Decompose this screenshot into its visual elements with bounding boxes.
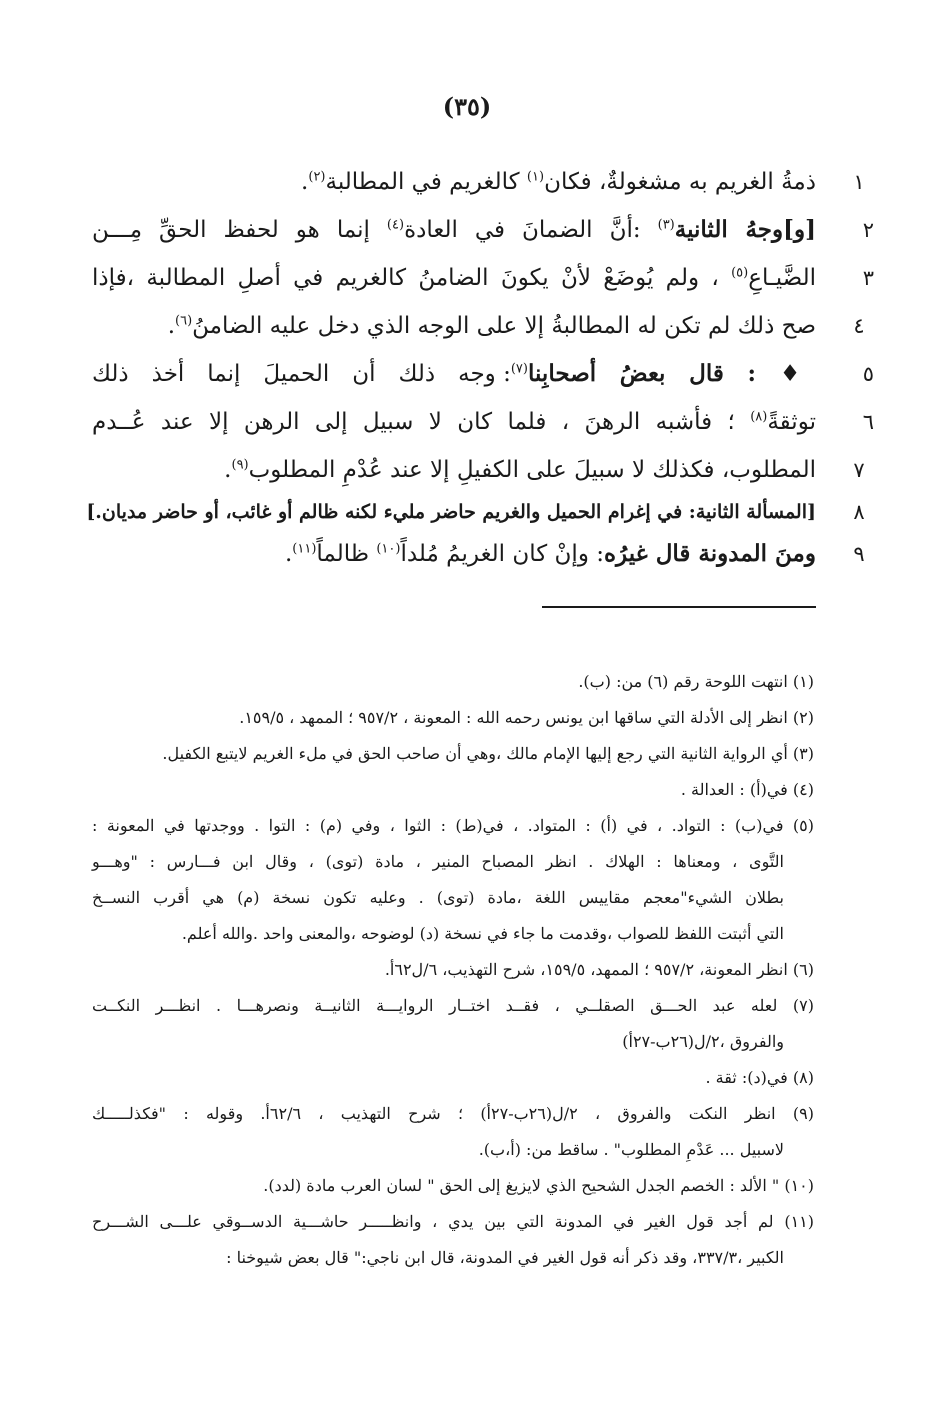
main-line-1: ١ ذمةُ الغريم به مشغولةٌ، فكان$^{(١)}$ كالغريم في المطالبة$^{(٢)}$.: [92, 158, 816, 206]
footnote-9-line-2: لاسبيل ... عَدْمِ المطلوب" . ساقط من: (أ،ب).: [478, 1140, 784, 1159]
footnote-ref: (٦): [175, 313, 193, 329]
main-line-7: ٧ المطلوب، فكذلك لا سبيلَ على الكفيلِ إلا عند عُدْمِ المطلوب$^{(٩)}$.: [92, 446, 816, 494]
line-number: ٩: [853, 542, 865, 566]
main-line-6: ٦ توثقةً$^{(٨)}$ ؛ فأشبه الرهنَ ، فلما كان لا سبيل إلى الرهن إلا عند عُــدم: [92, 398, 816, 446]
footnote-11: (١١) لم أجد قول الغير في المدونة التي بين يدي ، وانظـــــر حاشـــية الدســوقي علـــى الشـــرح: [92, 1212, 814, 1231]
line-number: ٢: [862, 218, 874, 242]
footnote-ref: (٤): [386, 217, 405, 233]
line-number: ٨: [853, 500, 865, 524]
footnote-4: (٤) في(أ) : العدالة .: [680, 780, 814, 799]
footnote-1: (١) انتهت اللوحة رقم (٦) من: (ب).: [578, 672, 814, 691]
footnote-ref: (١١): [292, 541, 317, 557]
footnote-9: (٩) انظر النكت والفروق ، ٢/ل(٢٦ب-٢٧أ) ؛ شرح التهذيب ، ٦٢/٦أ. وقوله : "فكذلـــــك: [92, 1104, 814, 1123]
footnote-8: (٨) في(د): ثقة .: [705, 1068, 814, 1087]
footnote-2: (٢) انظر إلى الأدلة التي ساقها ابن يونس رحمه الله : المعونة ، ٩٥٧/٢ ؛ الممهد ، ١٥٩/٥.: [239, 708, 814, 727]
main-line-9: ٩ ومنَ المدونة قال غيرُه: وإنْ كان الغريمُ مُلداً$^{(١٠)}$ ظالماً$^{(١١)}$.: [92, 530, 816, 578]
line-number: ١: [853, 170, 865, 194]
main-text: [86, 158, 874, 578]
main-line-4: ٤ صح ذلك لم تكن له المطالبةُ إلا على الوجه الذي دخل عليه الضامنُ$^{(٦)}$.: [92, 302, 816, 350]
section-heading: [و]وجهُ الثانية: [674, 216, 816, 243]
section-title: [المسألة الثانية: في إغرام الحميل والغريم حاضر مليء لكنه ظالم أو غائب، أو حاضر مديان.]: [86, 501, 816, 523]
footnote-3: (٣) أي الرواية الثانية التي رجع إليها الإمام مالك ،وهي أن صاحب الحق في ملء الغريم لايتبع الكفيل.: [162, 744, 814, 763]
line-number: ٤: [853, 314, 865, 338]
footnote-separator: [542, 606, 816, 608]
footnote-ref: (٢): [308, 169, 326, 185]
footnotes: [92, 664, 814, 1276]
footnote-7-line-2: والفروق ،٢/ل(٢٦ب-٢٧أ): [622, 1032, 784, 1051]
line-number: ٦: [862, 410, 874, 434]
footnote-ref: (٨): [750, 409, 768, 425]
main-line-5: ٥ ♦ : قال بعضُ أصحابِنا$^{(٧)}$: وجه ذلك أن الحميلَ إنما أخذ ذلك: [92, 350, 816, 398]
footnote-10: (١٠) " الألد : الخصم الجدل الشحيح الذي لايزيغ إلى الحق " لسان العرب مادة (لدد).: [263, 1176, 814, 1195]
footnote-5: (٥) في(ب) : التواد. ، في (أ) : المتواد. ، في(ط) : الثوا ، وفي (م) : التوا . ووجدتها في المعونة :: [92, 816, 814, 835]
footnote-ref: (٧): [510, 361, 528, 377]
main-line-3: ٣ الضَّيـاعِ$^{(٥)}$ ، ولم يُوضَعْ لأنْ يكونَ الضامنُ كالغريم في أصلِ المطالبة ،فإذا: [92, 254, 816, 302]
main-line-8: [86, 494, 865, 530]
footnote-ref: (٥): [731, 265, 749, 281]
page-number: (٣٥): [442, 92, 492, 121]
footnote-11-line-2: الكبير ،٣٣٧/٣، وقد ذكر أنه قول الغير في المدونة، قال ابن ناجي:" قال بعض شيوخنا :: [226, 1248, 784, 1267]
line-number: ٧: [853, 458, 865, 482]
footnote-7: (٧) لعله عبد الحـــق الصقلــي ، فقــد اختــار الروايـــة الثانيــة ونصرهـــا . انظـــر النكــت: [92, 996, 814, 1015]
footnote-5-line-3: بطلان الشيء"معجم مقاييس اللغة ،مادة (توى) . وعليه تكون نسخة (م) هي أقرب النســخ: [92, 888, 784, 907]
line-number: ٥: [862, 362, 874, 386]
section-heading: ♦ : قال بعضُ أصحابِنا: [527, 360, 816, 387]
footnote-ref: (٩): [231, 457, 249, 473]
footnote-ref: (١٠): [376, 541, 401, 557]
section-heading: ومنَ المدونة قال غيرُه: [604, 540, 816, 567]
line-number: ٣: [862, 266, 874, 290]
footnote-5-line-4: التي أثبتت اللفظ للصواب ،وقدمت ما جاء في نسخة (د) لوضوحه ،والمعنى واحد .والله أعلم.: [181, 924, 784, 943]
footnote-ref: (١): [526, 169, 545, 185]
main-line-2: ٢ [و]وجهُ الثانية$^{(٣)}$ :أنَّ الضمانَ في العادة$^{(٤)}$ إنما هو لحفظ الحقِّ مِـــن: [92, 206, 816, 254]
footnote-ref: (٣): [657, 217, 675, 233]
footnote-6: (٦) انظر المعونة، ٩٥٧/٢ ؛ الممهد، ١٥٩/٥، شرح التهذيب، ٦/ل٦٢أ.: [384, 960, 814, 979]
footnote-5-line-2: التَّوى ، ومعناها : الهلاك . انظر المصباح المنير ، مادة (توى) ، وقال ابن فـــارس : "وهـــو: [92, 852, 784, 871]
